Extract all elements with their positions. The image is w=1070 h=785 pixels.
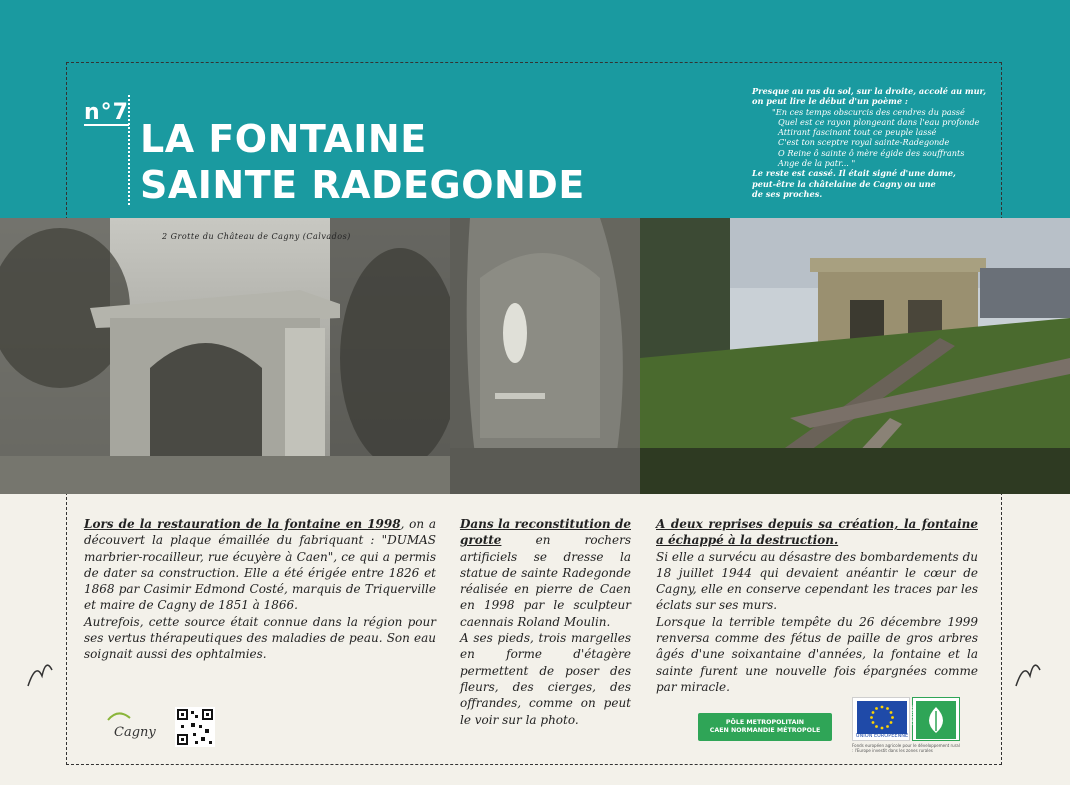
leader-label: LEADER — [911, 705, 917, 725]
right-signature-icon — [1012, 652, 1044, 692]
col3-paragraph-2: Lorsque la terrible tempête du 26 décembre 1999 renversa comme des fétus de paille de gros arbres âgés d'une soixantaine d'années, la fontaine et la sainte furent une nouvelle fois épargnées comme par miracle. — [656, 614, 978, 694]
leader-logo — [912, 697, 960, 741]
postcard-caption: 2 Grotte du Château de Cagny (Calvados) — [162, 232, 351, 241]
pole-line-2: CAEN NORMANDIE MÉTROPOLE — [709, 727, 821, 734]
title-line-1: LA FONTAINE — [140, 117, 427, 161]
eu-logo — [852, 697, 910, 741]
col1-paragraph-2: Autrefois, cette source était connue dans la région pour ses vertus thérapeutiques des maladies de peau. Son eau soignait aussi des ophtalmies. — [84, 614, 436, 662]
text-column-3 — [656, 516, 978, 695]
title-line-2: SAINTE RADEGONDE — [140, 163, 585, 207]
eu-flag-icon — [857, 701, 907, 734]
photo-strip — [0, 218, 1070, 494]
postcard-photo — [0, 218, 450, 494]
col1-body: , on a découvert la plaque émaillée du fabriquant : "DUMAS marbrier-rocailleur, rue écuyère à Caen", ce qui a permis de dater sa construction. Elle a été érigée entre 1826 et 1868 par Casimir Edmond Costé, marquis de Triquerville et maire de Cagny de 1851 à 1866. — [84, 517, 436, 613]
poem-lead-2: on peut lire le début d'un poème : — [752, 96, 908, 107]
poem-verse: O Reine ô sainte ô mère égide des souffrants — [778, 147, 965, 158]
col2-paragraph-2: A ses pieds, trois margelles en forme d'étagère permettent de poser des fleurs, des cierges, des offrandes, comme on peut le voir sur la photo. — [460, 631, 631, 727]
panel-number: n°7 — [84, 100, 129, 125]
page-title — [140, 116, 700, 208]
cagny-logo-text: Cagny — [114, 725, 156, 740]
col2-paragraph-1 — [460, 516, 631, 630]
col3-lead: A deux reprises depuis sa création, la fontaine a échappé à la destruction. — [656, 517, 978, 548]
left-signature-icon — [24, 652, 56, 692]
poem-block — [752, 86, 997, 199]
poem-verse: Attirant fascinant tout ce peuple lassé — [778, 127, 937, 138]
pole-line-1: PÔLE METROPOLITAIN — [725, 719, 805, 726]
poem-tail-2: peut-être la châtelaine de Cagny ou une — [752, 178, 936, 189]
poem-verse: "En ces temps obscurcis des cendres du passé — [772, 106, 965, 117]
eu-label: UNION EUROPÉENNE — [855, 733, 909, 739]
statue-photo — [450, 218, 640, 494]
leader-leaf-icon — [916, 701, 956, 739]
col1-lead: Lors de la restauration de la fontaine en 1998 — [84, 517, 401, 531]
col1-paragraph-1 — [84, 516, 436, 614]
eu-note: Fonds européen agricole pour le développement rural : l'Europe investit dans les zones rurales — [852, 743, 960, 753]
poem-verse: Quel est ce rayon plongeant dans l'eau profonde — [778, 116, 980, 127]
poem-tail-3: de ses proches. — [752, 188, 823, 199]
cagny-logo — [104, 706, 162, 748]
storm-photo — [640, 218, 1070, 494]
dotted-divider — [128, 95, 130, 205]
pole-metropolitain-logo — [698, 713, 832, 741]
poem-lead-1: Presque au ras du sol, sur la droite, accolé au mur, — [752, 86, 987, 96]
col3-paragraph-1: Si elle a survécu au désastre des bombardements du 18 juillet 1944 qui devaient anéantir le cœur de Cagny, elle en conserve cependant les traces par les éclats sur ses murs. — [656, 549, 978, 613]
poem-verse: Ange de la patr... " — [778, 158, 856, 169]
qr-code-icon — [175, 707, 215, 747]
col2-lead: Dans la reconstitution de grotte — [460, 517, 631, 548]
col2-body: en rochers artificiels se dresse la statue de sainte Radegonde réalisée en pierre de Caen en 1998 par le sculpteur caennais Roland Moulin. — [460, 533, 631, 629]
text-column-2 — [460, 516, 631, 728]
poem-tail-1: Le reste est cassé. Il était signé d'une dame, — [752, 168, 956, 179]
text-column-1 — [84, 516, 436, 663]
poem-verse: C'est ton sceptre royal sainte-Radegonde — [778, 137, 950, 148]
